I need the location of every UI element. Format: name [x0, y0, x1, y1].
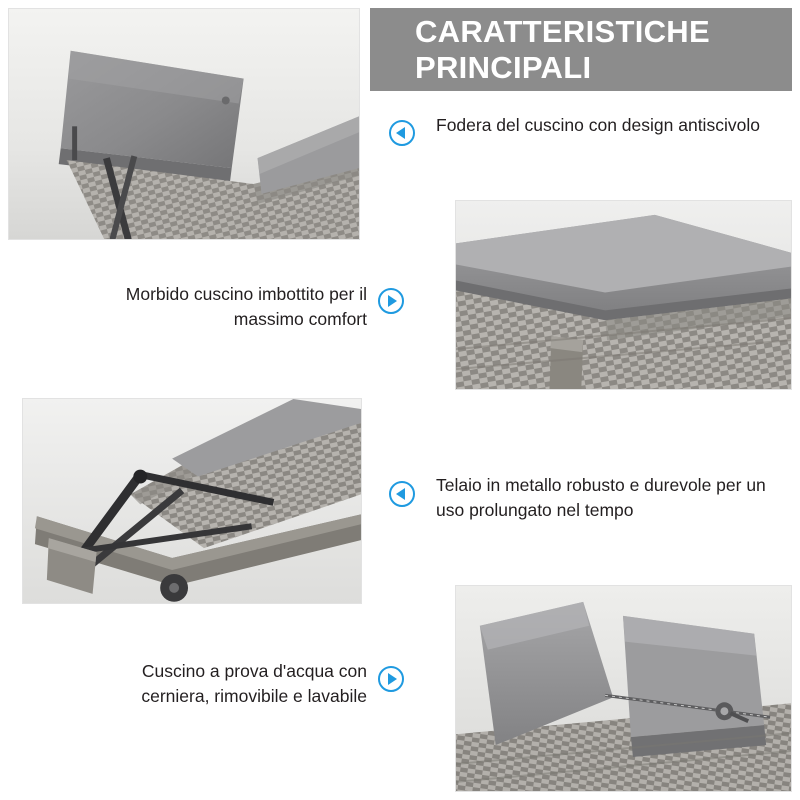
feature-metal-frame-caption: Telaio in metallo robusto e durevole per un uso prolungato nel tempo	[436, 475, 766, 520]
feature-cushion-cover-caption: Fodera del cuscino con design antiscivolo	[436, 115, 760, 135]
photo-zipper-cushion	[455, 585, 792, 792]
photo-metal-frame	[22, 398, 362, 604]
feature-waterproof-cushion-caption: Cuscino a prova d'acqua con cerniera, rimovibile e lavabile	[141, 661, 367, 706]
arrow-left-icon-feature-3	[389, 481, 415, 507]
photo-zipper-cushion-image	[456, 586, 791, 792]
photo-chair-back	[8, 8, 360, 240]
arrow-left-icon-feature-1	[389, 120, 415, 146]
photo-chair-back-image	[9, 9, 359, 240]
photo-cushion-corner	[455, 200, 792, 390]
page-title: CARATTERISTICHE PRINCIPALI	[415, 14, 710, 85]
feature-soft-cushion-caption: Morbido cuscino imbottito per il massimo comfort	[125, 284, 367, 329]
arrow-right-icon-feature-2	[378, 288, 404, 314]
photo-metal-frame-image	[23, 399, 361, 604]
photo-cushion-corner-image	[456, 201, 791, 390]
arrow-right-icon-feature-4	[378, 666, 404, 692]
